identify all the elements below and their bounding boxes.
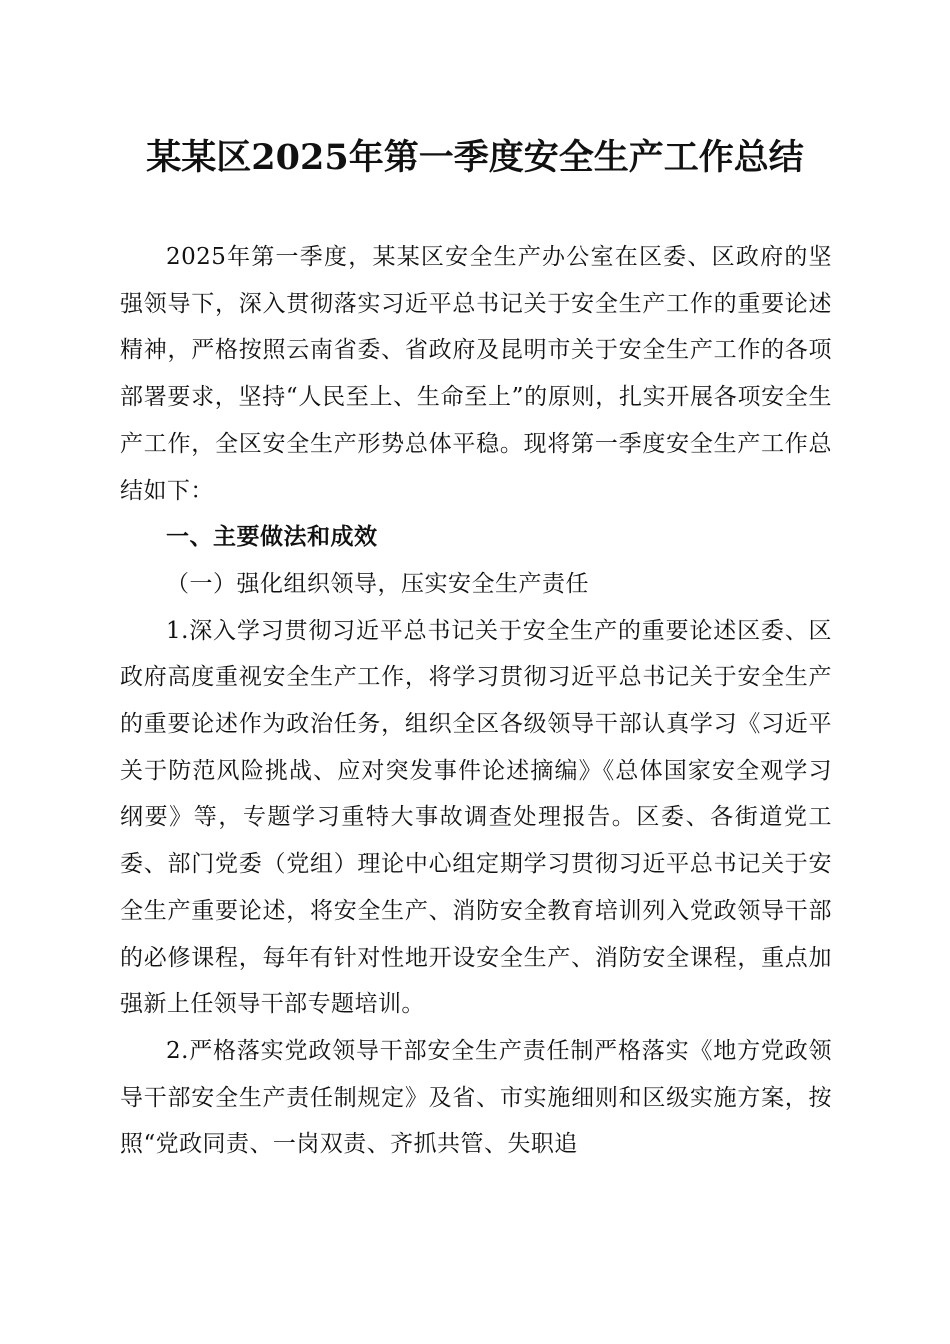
section-heading-main-practices: 一、主要做法和成效 [166,524,378,551]
document-body [120,234,832,1168]
intro-paragraph: 2025年第一季度，某某区安全生产办公室在区委、区政府的坚强领导下，深入贯彻落实习近平总书记关于安全生产工作的重要论述精神，严格按照云南省委、省政府及昆明市关于安全生产工作的各项部署要求，坚持“人民至上、生命至上”的原则，扎实开展各项安全生产工作，全区安全生产形势总体平稳。现将第一季度安全生产工作总结如下： [120,244,832,504]
paragraph-item-2: 2.严格落实党政领导干部安全生产责任制严格落实《地方党政领导干部安全生产责任制规定》及省、市实施细则和区级实施方案，按照“党政同责、一岗双责、齐抓共管、失职追 [120,1037,832,1158]
document-title: 某某区2025年第一季度安全生产工作总结 [146,137,804,178]
subsection-heading-organization: （一）强化组织领导，压实安全生产责任 [166,570,589,597]
paragraph-item-1: 1.深入学习贯彻习近平总书记关于安全生产的重要论述区委、区政府高度重视安全生产工作，将学习贯彻习近平总书记关于安全生产的重要论述作为政治任务，组织全区各级领导干部认真学习《习近平关于防范风险挑战、应对突发事件论述摘编》《总体国家安全观学习纲要》等，专题学习重特大事故调查处理报告。区委、各街道党工委、部门党委（党组）理论中心组定期学习贯彻习近平总书记关于安全生产重要论述，将安全生产、消防安全教育培训列入党政领导干部的必修课程，每年有针对性地开设安全生产、消防安全课程，重点加强新上任领导干部专题培训。 [120,617,832,1018]
